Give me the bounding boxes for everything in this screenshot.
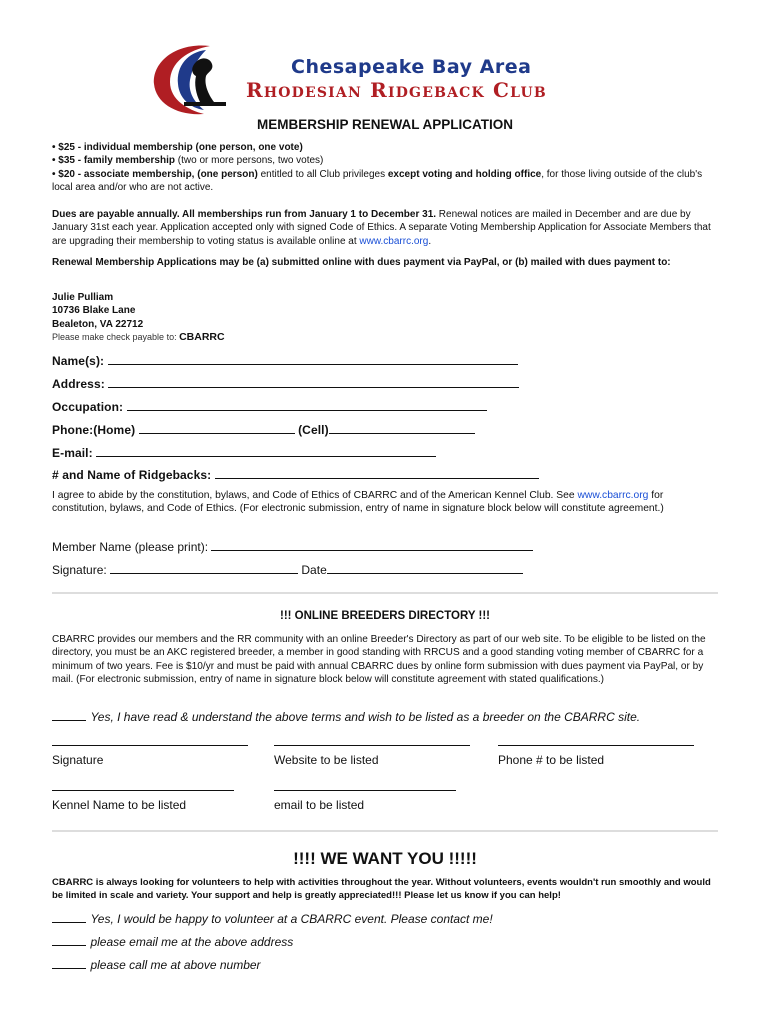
email-field[interactable]: E-mail: [52,444,436,460]
volunteer-email-blank[interactable] [52,933,86,946]
mailing-address [52,291,717,331]
volunteer-option-call[interactable]: please call me at above number [52,956,261,974]
membership-family: • $35 - family membership (two or more persons, two votes) [52,155,324,167]
divider-1 [52,592,718,594]
membership-individual: • $25 - individual membership (one person, one vote) [52,142,303,153]
volunteer-option-email[interactable]: please email me at the above address [52,933,293,951]
member-name-field[interactable]: Member Name (please print): [52,538,533,554]
divider-2 [52,830,718,832]
signature-field[interactable]: Signature: Date [52,561,523,577]
club-logo [148,40,638,118]
address-street: 10736 Blake Lane [52,305,136,317]
renewal-note: Renewal Membership Applications may be (a) submitted online with dues payment via PayPal, or (b) mailed with dues payment to: [52,257,671,268]
volunteer-call-blank[interactable] [52,956,86,969]
website-link[interactable]: www.cbarrc.org [359,235,429,247]
volunteer-option-contact[interactable]: Yes, I would be happy to volunteer at a CBARRC event. Please contact me! [52,910,493,928]
breeder-website-line[interactable] [274,733,470,746]
agreement-paragraph: I agree to abide by the constitution, bylaws, and Code of Ethics of CBARRC and of the American Kennel Club. See www.cbarrc.org for constitution, bylaws, and Code of Ethics. (For electronic submission, entry of name in signature block below will constitute agreement.) [52,490,664,515]
breeder-email-line[interactable] [274,778,456,791]
breeder-signature-line[interactable] [52,733,248,746]
breeder-signature-label: Signature [52,753,104,767]
phone-field[interactable]: Phone:(Home) (Cell) [52,421,475,437]
logo-line2: Rhodesian Ridgeback Club [246,78,547,102]
breeder-phone-label: Phone # to be listed [498,753,605,767]
breeder-email-label: email to be listed [274,798,365,812]
names-field[interactable]: Name(s): [52,352,518,368]
volunteer-contact-blank[interactable] [52,910,86,923]
breeder-website-label: Website to be listed [274,753,379,767]
breeder-phone-line[interactable] [498,733,694,746]
membership-options [52,141,717,194]
volunteer-heading: !!!! WE WANT YOU !!!!! [293,849,477,868]
breeder-kennel-label: Kennel Name to be listed [52,798,187,812]
volunteer-paragraph: CBARRC is always looking for volunteers to help with activities throughout the year. Without volunteers, events wouldn't run smoothly and would be limited in scale and variety. Your support and help is greatly appreciated!!! Please let us know if you can help! [52,877,711,901]
breeders-paragraph: CBARRC provides our members and the RR community with an online Breeder's Directory as part of our web site. To be eligible to be listed on the directory, you must be an AKC registered breeder, a member in good standing with RRCUS and a good standing voting member of CBARRC for a minimum of two years. Fee is $10/yr and must be paid with annual CBARRC dues by online form submission with dues payment via PayPal, or by mail. (For electronic submission, entry of name in signature block below will constitute agreement with stated qualifications.) [52,634,706,685]
check-note: Please make check payable to: CBARRC [52,331,225,343]
breeder-consent-blank[interactable] [52,708,86,721]
agreement-link[interactable]: www.cbarrc.org [577,490,649,501]
logo-line1: Chesapeake Bay Area [291,56,532,78]
dues-paragraph: Dues are payable annually. All memberships run from January 1 to December 31. Renewal notices are mailed in December and are due by January 31st each year. Application accepted only with signed Code of Ethics. A separate Voting Membership Application for Associate Members that are upgrading their membership to voting status is available online at www.cbarrc.org. [52,209,711,247]
address-city: Bealeton, VA 22712 [52,318,144,330]
address-name: Julie Pulliam [52,292,114,303]
breeder-consent[interactable]: Yes, I have read & understand the above terms and wish to be listed as a breeder on the CBARRC site. [52,708,640,726]
address-field[interactable]: Address: [52,375,519,391]
occupation-field[interactable]: Occupation: [52,398,487,414]
breeder-kennel-line[interactable] [52,778,234,791]
ridgebacks-field[interactable]: # and Name of Ridgebacks: [52,466,539,482]
page-title: MEMBERSHIP RENEWAL APPLICATION [256,117,514,132]
membership-associate: • $20 - associate membership, (one person) entitled to all Club privileges except voting and holding office, for those living outside of the club's local area and/or who are not active. [52,168,703,193]
breeders-heading: !!! ONLINE BREEDERS DIRECTORY !!! [280,610,490,622]
